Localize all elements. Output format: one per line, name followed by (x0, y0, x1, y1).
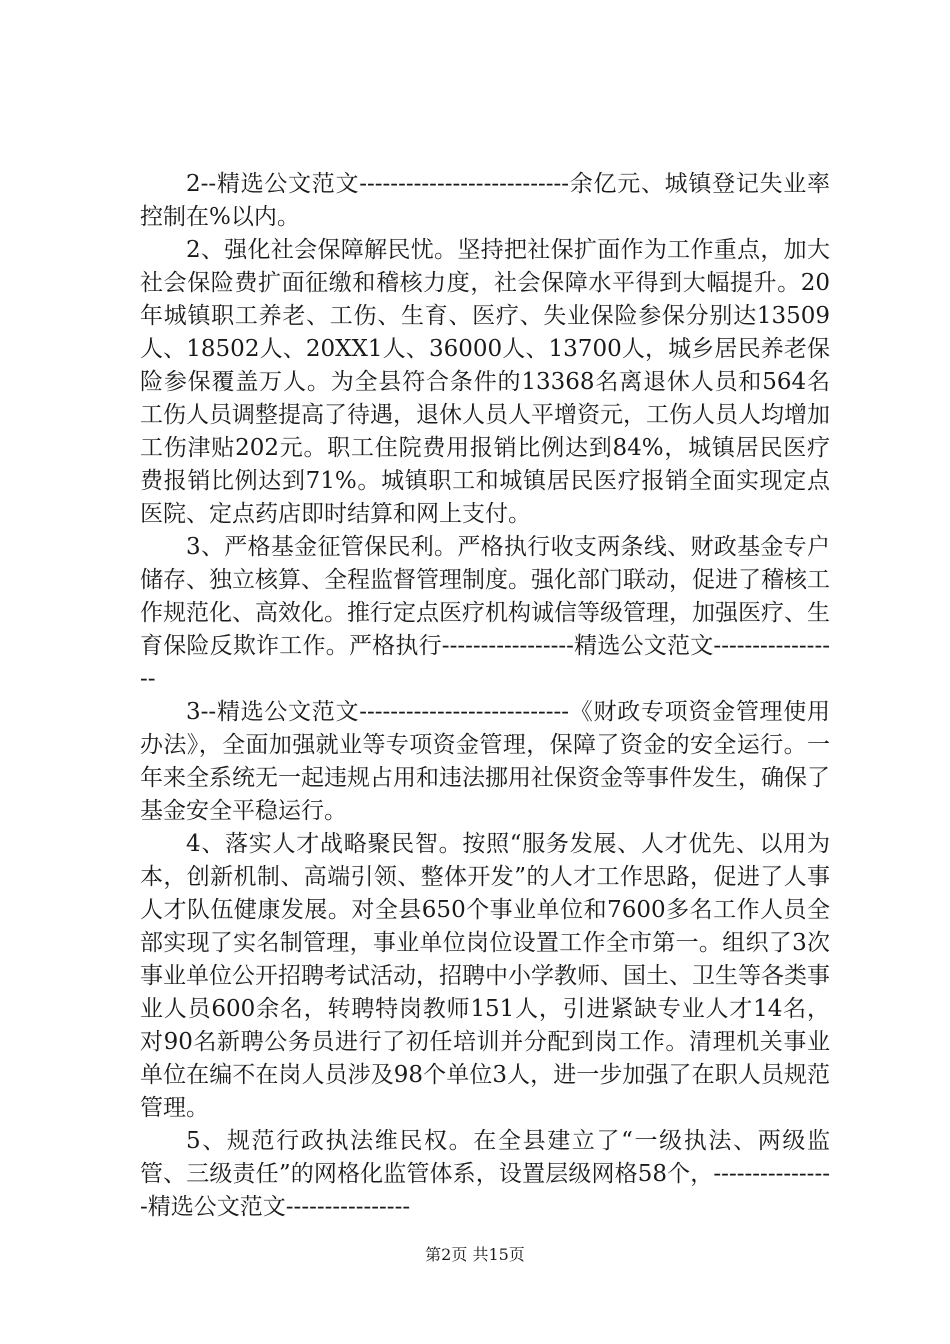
paragraph-4: 3--精选公文范文---------------------------《财政专项资金管理使用办法》，全面加强就业等专项资金管理，保障了资金的安全运行。一年来全系统无一起违规占用和违法挪用社保资金等事件发生，确保了基金安全平稳运行。 (140, 699, 830, 824)
paragraph-6: 5、规范行政执法维民权。在全县建立了“一级执法、两级监管、三级责任”的网格化监管体系，设置层级网格58个，----------------精选公文范文---------------- (140, 1128, 830, 1220)
paragraph-1: 2--精选公文范文---------------------------余亿元、城镇登记失业率控制在%以内。 (140, 171, 830, 230)
paragraph-5: 4、落实人才战略聚民智。按照“服务发展、人才优先、以用为本，创新机制、高端引领、整体开发”的人才工作思路，促进了人事人才队伍健康发展。对全县650个事业单位和7600多名工作人员全部实现了实名制管理，事业单位岗位设置工作全市第一。组织了3次事业单位公开招聘考试活动，招聘中小学教师、国土、卫生等各类事业人员600余名，转聘特岗教师151人，引进紧缺专业人才14名，对90名新聘公务员进行了初任培训并分配到岗工作。清理机关事业单位在编不在岗人员涉及98个单位3人，进一步加强了在职人员规范管理。 (140, 831, 830, 1121)
paragraph-3: 3、严格基金征管保民利。严格执行收支两条线、财政基金专户储存、独立核算、全程监督管理制度。强化部门联动，促进了稽核工作规范化、高效化。推行定点医疗机构诚信等级管理，加强医疗、生育保险反欺诈工作。严格执行-----------------精选公文范文----------------- (140, 534, 830, 692)
page-footer: 第2页 共15页 (425, 1245, 525, 1264)
paragraph-2: 2、强化社会保障解民忧。坚持把社保扩面作为工作重点，加大社会保险费扩面征缴和稽核力度，社会保障水平得到大幅提升。20年城镇职工养老、工伤、生育、医疗、失业保险参保分别达13509人、18502人、20XX1人、36000人、13700人，城乡居民养老保险参保覆盖万人。为全县符合条件的13368名离退休人员和564名工伤人员调整提高了待遇，退休人员人平增资元，工伤人员人均增加工伤津贴202元。职工住院费用报销比例达到84%，城镇居民医疗费报销比例达到71%。城镇职工和城镇居民医疗报销全面实现定点医院、定点药店即时结算和网上支付。 (140, 237, 830, 527)
document-body (140, 168, 830, 1224)
